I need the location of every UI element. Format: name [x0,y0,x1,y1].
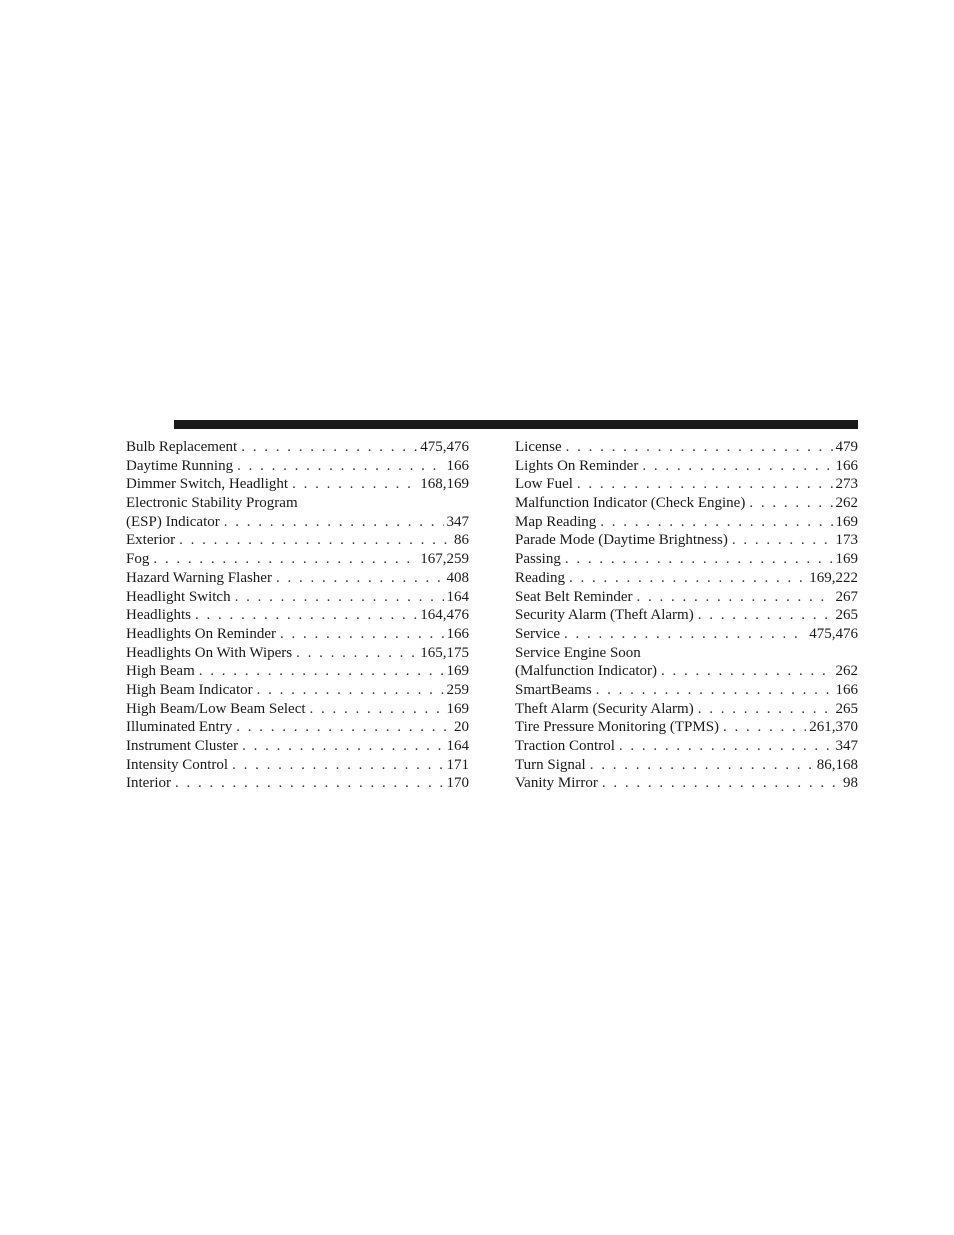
index-entry-page: 86,168 [816,756,858,773]
dot-leader [590,756,814,775]
index-entry-label: Interior [126,775,171,792]
index-entry [515,550,858,569]
dot-leader [698,606,833,625]
index-entry-label: Headlight Switch [126,588,231,605]
index-entry-label: High Beam Indicator [126,681,253,698]
index-entry [515,625,858,644]
index-entry [126,569,469,588]
index-entry [126,494,469,513]
index-entry-page: 267 [835,588,858,605]
index-entry [515,438,858,457]
dot-leader [642,457,832,476]
index-entry-page: 166 [835,681,858,698]
index-entry [126,625,469,644]
dot-leader [276,569,444,588]
index-entry [126,681,469,700]
index-entry [515,681,858,700]
index-entry [515,718,858,737]
index-entry-page: 347 [446,513,469,530]
index-entry-label: (ESP) Indicator [126,513,220,530]
dot-leader [179,531,451,550]
index-entry [515,494,858,513]
dot-leader [566,438,833,457]
dot-leader [310,700,444,719]
index-entry [126,588,469,607]
index-entry-page: 265 [835,700,858,717]
dot-leader [296,644,417,663]
index-entry-page: 475,476 [809,625,858,642]
index-entry-label: Dimmer Switch, Headlight [126,476,289,493]
index-entry-page: 165,175 [420,644,469,661]
index-entry-page: 98 [843,775,858,792]
dot-leader [565,550,833,569]
index-column-right [515,438,858,793]
dot-leader [237,457,443,476]
index-entry [126,774,469,793]
index-entry-label: High Beam/Low Beam Select [126,700,306,717]
index-entry-label: License [515,439,562,455]
index-entry-label: Illuminated Entry [126,719,233,736]
index-entry-label: Lights On Reminder [515,457,639,474]
dot-leader [698,700,833,719]
index-entry [515,513,858,532]
index-entry-page: 262 [835,663,858,680]
index-entry [126,531,469,550]
index-entry-page: 171 [446,756,469,773]
dot-leader [602,774,840,793]
index-entry-label: Headlights [126,607,191,624]
dot-leader [636,588,832,607]
index-entry [126,644,469,663]
dot-leader [723,718,806,737]
index-entry [515,774,858,793]
dot-leader [619,737,833,756]
index-entry-page: 259 [446,681,469,698]
dot-leader [292,475,417,494]
index-entry-page: 167,259 [420,551,469,568]
index-entry-label: Parade Mode (Daytime Brightness) [515,532,728,549]
dot-leader [749,494,832,513]
index-entry [126,737,469,756]
index-entry-page: 166 [835,457,858,474]
index-entry-page: 166 [446,457,469,474]
header-rule [174,420,858,429]
index-entry-label: Headlights On With Wipers [126,644,293,661]
index-entry-label: Intensity Control [126,756,229,773]
index-entry-label: Turn Signal [515,756,586,773]
index-entry-label: Passing [515,551,561,568]
index-entry-page: 169 [835,513,858,530]
index-entry-label: Hazard Warning Flasher [126,569,272,586]
dot-leader [199,662,444,681]
dot-leader [175,774,444,793]
index-entry-page: 408 [446,569,469,586]
index-entry-page: 164,476 [420,607,469,624]
index-entry [515,606,858,625]
dot-leader [569,569,806,588]
index-entry-page: 261,370 [809,719,858,736]
index-entry-label: Fog [126,551,150,568]
index-entry-label: High Beam [126,663,195,680]
index-entry-page: 347 [835,738,858,754]
index-entry [126,457,469,476]
dot-leader [596,681,833,700]
index-entry-label: Malfunction Indicator (Check Engine) [515,495,746,512]
index-entry-label: (Malfunction Indicator) [515,663,658,680]
index-entry [515,756,858,775]
index-entry-label: Service [515,625,560,642]
index-entry-page: 169,222 [809,569,858,586]
dot-leader [232,756,443,775]
dot-leader [661,662,832,681]
index-entry [515,700,858,719]
index-column-left [126,438,469,793]
index-entry-label: Tire Pressure Monitoring (TPMS) [515,719,720,736]
index-entry-label: Traction Control [515,738,615,754]
index-entry [515,475,858,494]
index-entry-page: 265 [835,607,858,624]
index-entry [126,606,469,625]
index-entry-page: 475,476 [420,439,469,455]
index-entry-label: Electronic Stability Program [126,495,298,512]
index-entry [126,475,469,494]
index-entry-label: Security Alarm (Theft Alarm) [515,607,694,624]
dot-leader [224,513,444,532]
dot-leader [195,606,417,625]
index-entry [515,588,858,607]
index-entry-label: Theft Alarm (Security Alarm) [515,700,694,717]
index-entry [126,513,469,532]
index-entry [515,662,858,681]
index-entry-label: Daytime Running [126,457,234,474]
dot-leader [600,513,832,532]
index-entry [126,662,469,681]
index-entry [515,457,858,476]
index-entry-page: 169 [446,700,469,717]
index-entry-label: Exterior [126,532,176,549]
dot-leader [564,625,806,644]
dot-leader [235,588,444,607]
index-entry-page: 86 [454,532,469,549]
index-entry-page: 273 [835,476,858,493]
dot-leader [153,550,417,569]
index-entry-page: 169 [446,663,469,680]
index-entry-label: Vanity Mirror [515,775,598,792]
index-entry [126,550,469,569]
index-entry-page: 20 [454,719,469,736]
index-entry-page: 169 [835,551,858,568]
dot-leader [577,475,833,494]
index-entry-page: 262 [835,495,858,512]
dot-leader [242,737,443,756]
index-entry-label: Low Fuel [515,476,573,493]
index-entry [515,644,858,663]
index-entry-page: 479 [835,439,858,455]
index-entry-page: 168,169 [420,476,469,493]
index-entry-page: 164 [446,738,469,754]
index-entry-label: Reading [515,569,565,586]
index-entry [515,569,858,588]
index-entry [126,438,469,457]
dot-leader [732,531,833,550]
index-entry-page: 173 [835,532,858,549]
index-entry-page: 170 [446,775,469,792]
dot-leader [257,681,444,700]
index-entry [126,718,469,737]
index-entry-label: Instrument Cluster [126,738,239,754]
index-entry-page: 166 [446,625,469,642]
dot-leader [241,438,417,457]
index-entry-label: Headlights On Reminder [126,625,276,642]
index-entry-label: Service Engine Soon [515,644,641,661]
index-entry [126,756,469,775]
dot-leader [280,625,444,644]
index-entry-label: Map Reading [515,513,597,530]
index-entry-page: 164 [446,588,469,605]
index-entry [515,531,858,550]
index-entry-label: Seat Belt Reminder [515,588,633,605]
index-entry-label: SmartBeams [515,681,592,698]
index-entry-label: Bulb Replacement [126,439,238,455]
index-entry [126,700,469,719]
index-entry [515,737,858,756]
dot-leader [236,718,451,737]
